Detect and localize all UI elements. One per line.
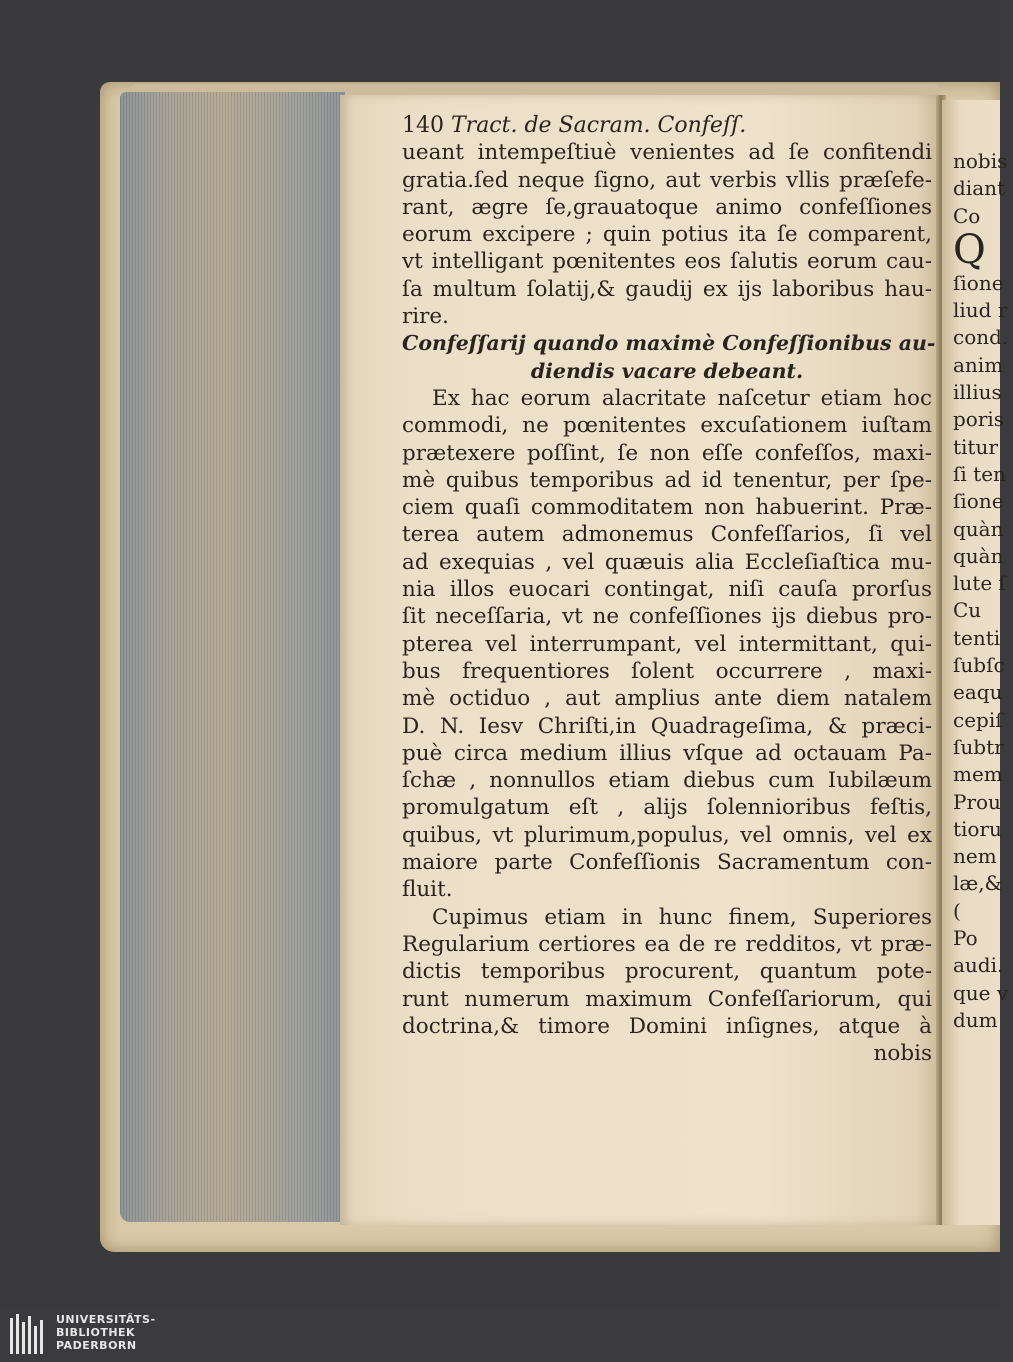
facing-text-line: audi.: [953, 953, 1004, 978]
page-fore-edge: [120, 92, 345, 1222]
facing-text-line: titur: [953, 434, 998, 459]
facing-text-line: Po: [953, 926, 978, 951]
text-line: maiore parte Confeſſionis Sacramentum con-: [402, 850, 932, 876]
facing-text-line: ſubtr: [953, 734, 1004, 759]
text-block-1: [402, 139, 932, 330]
facing-text-line: anim: [953, 352, 1004, 377]
library-name-line: UNIVERSITÄTS-: [56, 1313, 156, 1326]
library-name: [56, 1313, 156, 1352]
text-line: mè quibus temporibus ad id tenentur, per ſpe-: [402, 467, 932, 493]
facing-text-line: Cu: [953, 598, 982, 623]
text-line: fluit.: [402, 877, 453, 903]
facing-text-line: dum: [953, 1007, 998, 1032]
catchword: nobis: [873, 1041, 932, 1067]
facing-text-line: poris: [953, 407, 1005, 432]
facing-text-line: illius: [953, 380, 1002, 405]
facing-text-line: quàn: [953, 516, 1004, 541]
text-line: bus frequentiores ſolent occurrere , maxi-: [402, 658, 932, 684]
facing-text-line: eaqu: [953, 680, 1003, 705]
facing-text-line: nobis: [953, 149, 1008, 173]
running-head: Tract. de Sacram. Confeſſ.: [451, 113, 747, 138]
text-line: mè octiduo , aut amplius ante diem natalem: [402, 686, 932, 712]
facing-text-line: lute ſ: [953, 571, 1006, 596]
text-line: Cupimus etiam in hunc finem, Superiores: [432, 904, 932, 930]
text-line: pterea vel interrumpant, vel intermittant, qui-: [402, 631, 932, 657]
facing-text-line: Q: [953, 226, 986, 273]
facing-text-line: ſione: [953, 489, 1004, 514]
heading-line: diendis vacare debeant.: [530, 358, 804, 383]
text-line: rire.: [402, 304, 449, 330]
text-line: ſit neceſſaria, vt ne confeſſiones ijs diebus pro-: [402, 604, 932, 630]
paragraph-1: [402, 385, 932, 904]
facing-text-line: tenti: [953, 625, 1001, 650]
text-line: vt intelligant pœnitentes eos ſalutis eorum cau-: [402, 249, 932, 275]
text-line: puè circa medium illius vſque ad octauam Pa-: [402, 740, 932, 766]
text-line: nia illos euocari contingat, niſi cauſa prorſus: [402, 577, 932, 603]
text-line: ueant intempeſtiuè venientes ad ſe confitendi: [402, 140, 932, 166]
paragraph-2: [402, 904, 932, 1040]
library-name-line: PADERBORN: [56, 1339, 137, 1352]
section-heading: [402, 330, 936, 385]
facing-text-line: diant: [953, 176, 1006, 201]
text-line: terea autem admonemus Confeſſarios, ſi vel: [402, 522, 932, 548]
text-line: rant, ægre ſe,grauatoque animo confeſſiones: [402, 194, 932, 220]
text-line: ad exequias , vel quæuis alia Eccleſiaſtica mu-: [402, 549, 932, 575]
library-name-line: BIBLIOTHEK: [56, 1326, 136, 1339]
text-line: D. N. Iesv Chriſti,in Quadrageſima, & præci-: [402, 713, 932, 739]
text-line: prætexere poſſint, ſe non eſſe confeſſos, maxi-: [402, 440, 932, 466]
text-line: Regularium certiores ea de re redditos, vt præ-: [402, 931, 932, 957]
heading-line: Confeſſarij quando maximè Confeſſionibus au-: [402, 331, 936, 356]
running-header: [402, 112, 932, 139]
facing-text-line: ſi ten: [953, 461, 1006, 486]
page-text: [402, 112, 936, 1067]
facing-text-line: cond.: [953, 325, 1009, 350]
facing-text-line: læ,&: [953, 871, 1003, 896]
facing-text-line: que v: [953, 980, 1009, 1005]
text-line: dictis temporibus procurent, quantum pote-: [402, 959, 932, 985]
text-line: ſa multum ſolatij,& gaudij ex ijs laboribus hau-: [402, 276, 932, 302]
facing-text-line: quàn: [953, 543, 1004, 568]
facing-text-line: Co: [953, 203, 981, 228]
text-line: commodi, ne pœnitentes excuſationem iuſtam: [402, 413, 932, 439]
text-line: gratia.ſed neque ſigno, aut verbis vllis præſefe-: [402, 167, 932, 193]
facing-page-text: [953, 148, 1013, 1034]
text-line: eorum excipere ; quin potius ita ſe comparent,: [402, 222, 932, 248]
facing-text-line: ſione: [953, 270, 1004, 295]
library-logo-icon: [8, 1312, 48, 1358]
page-number: 140: [402, 113, 444, 138]
facing-text-line: liud r: [953, 298, 1008, 323]
text-line: ſchæ , nonnullos etiam diebus cum Iubilæum: [402, 768, 932, 794]
facing-text-line: ſubſc: [953, 653, 1005, 678]
facing-text-line: cepiſ: [953, 707, 1003, 732]
facing-text-line: mem: [953, 762, 1003, 787]
text-line: promulgatum eſt , alijs ſolennioribus feſtis,: [402, 795, 932, 821]
text-line: Ex hac eorum alacritate naſcetur etiam hoc: [432, 385, 932, 411]
facing-text-line: (: [953, 898, 961, 923]
text-line: quibus, vt plurimum,populus, vel omnis, vel ex: [402, 822, 932, 848]
facing-text-line: tioru: [953, 816, 1002, 841]
facing-text-line: Prou: [953, 789, 1001, 814]
text-line: ciem quaſi commoditatem non habuerint. Præ-: [402, 495, 932, 521]
facing-text-line: nem: [953, 844, 997, 869]
text-line: runt numerum maximum Confeſſariorum, qui: [402, 986, 932, 1012]
text-line: doctrina,& timore Domini inſignes, atque à: [402, 1013, 932, 1039]
